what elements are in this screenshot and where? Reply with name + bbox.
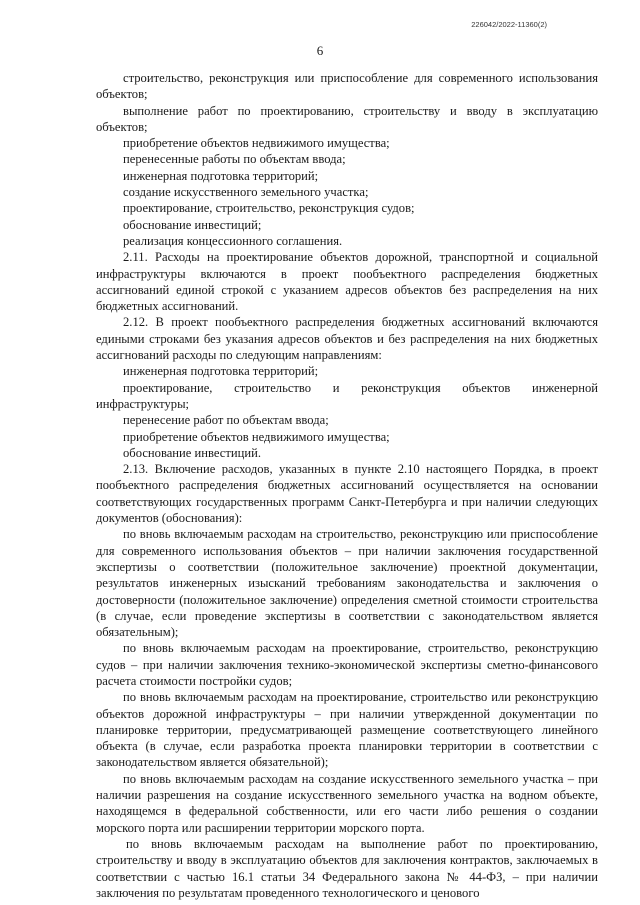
document-id: 226042/2022-11360(2)	[471, 20, 547, 29]
list-item: обоснование инвестиций;	[123, 217, 262, 232]
section-2-12: 2.12. В проект пообъектного распределения бюджетных ассигнований включаются едиными строками без указания адресов объектов и без распределения на них бюджетных ассигнований расходы по следующим направлениям:	[96, 315, 598, 363]
list-item: реализация концессионного соглашения.	[123, 233, 343, 248]
list-item: обоснование инвестиций.	[123, 445, 261, 460]
list-item: перенесение работ по объектам ввода;	[123, 413, 329, 428]
section-2-11: 2.11. Расходы на проектирование объектов дорожной, транспортной и социальной инфраструктуры включаются в проект пообъектного распределения бюджетных ассигнований единой строкой с указанием адресов объектов без распределения на них бюджетных ассигнований.	[96, 250, 598, 314]
list-item: инженерная подготовка территорий;	[123, 168, 319, 183]
list-item: строительство, реконструкция или приспособление для современного использования объектов;	[96, 71, 598, 102]
condition-paragraph: по вновь включаемым расходам на выполнение работ по проектированию, строительству и вводу в эксплуатацию объектов для заключения контрактов, заключаемых в соответствии с частью 16.1 статьи 34 Федерального закона № 44-ФЗ, – при наличии заключения по результатам проведенного технологического и ценового	[96, 836, 598, 900]
list-item: перенесенные работы по объектам ввода;	[123, 152, 346, 167]
list-item: приобретение объектов недвижимого имущества;	[123, 429, 390, 444]
page-number: 6	[316, 43, 324, 58]
list-item: проектирование, строительство, реконструкция судов;	[123, 201, 415, 216]
list-item: выполнение работ по проектированию, строительству и вводу в эксплуатацию объектов;	[96, 103, 598, 134]
condition-paragraph: по вновь включаемым расходам на проектирование, строительство или реконструкцию объектов дорожной инфраструктуры – при наличии утвержденной документации по планировке территории, предусматривающей размещение соответствующего линейного объекта (в случае, если разработка проекта планировки территории в соответствии с законодательством является обязательной);	[96, 690, 598, 770]
list-item: инженерная подготовка территорий;	[123, 364, 319, 379]
list-item: создание искусственного земельного участка;	[123, 185, 369, 200]
list-item: приобретение объектов недвижимого имущества;	[123, 136, 390, 151]
list-item: проектирование, строительство и реконструкция объектов инженерной инфраструктуры;	[96, 380, 598, 411]
document-body	[96, 70, 598, 901]
condition-paragraph: по вновь включаемым расходам на проектирование, строительство, реконструкцию судов – при наличии заключения технико-экономической экспертизы сметно-финансового расчета стоимости постройки судов;	[96, 641, 598, 688]
condition-paragraph: по вновь включаемым расходам на строительство, реконструкцию или приспособление для современного использования объектов – при наличии заключения государственной экспертизы о соответствии (положительное заключение) проектной документации, результатов инженерных изысканий требованиям законодательства и заключения о достоверности (положительное заключение) определения сметной стоимости строительства (в случае, если проведение экспертизы в соответствии с законодательством является обязательным);	[96, 527, 598, 640]
condition-paragraph: по вновь включаемым расходам на создание искусственного земельного участка – при наличии разрешения на создание искусственного земельного участка на водном объекте, находящемся в федеральной собственности, или его части либо решения о создании морского порта или расширении территории морского порта.	[96, 771, 598, 835]
section-2-13: 2.13. Включение расходов, указанных в пункте 2.10 настоящего Порядка, в проект пообъектного распределения бюджетных ассигнований осуществляется на основании соответствующих государственных программ Санкт-Петербурга и при наличии следующих документов (обоснования):	[96, 462, 598, 526]
